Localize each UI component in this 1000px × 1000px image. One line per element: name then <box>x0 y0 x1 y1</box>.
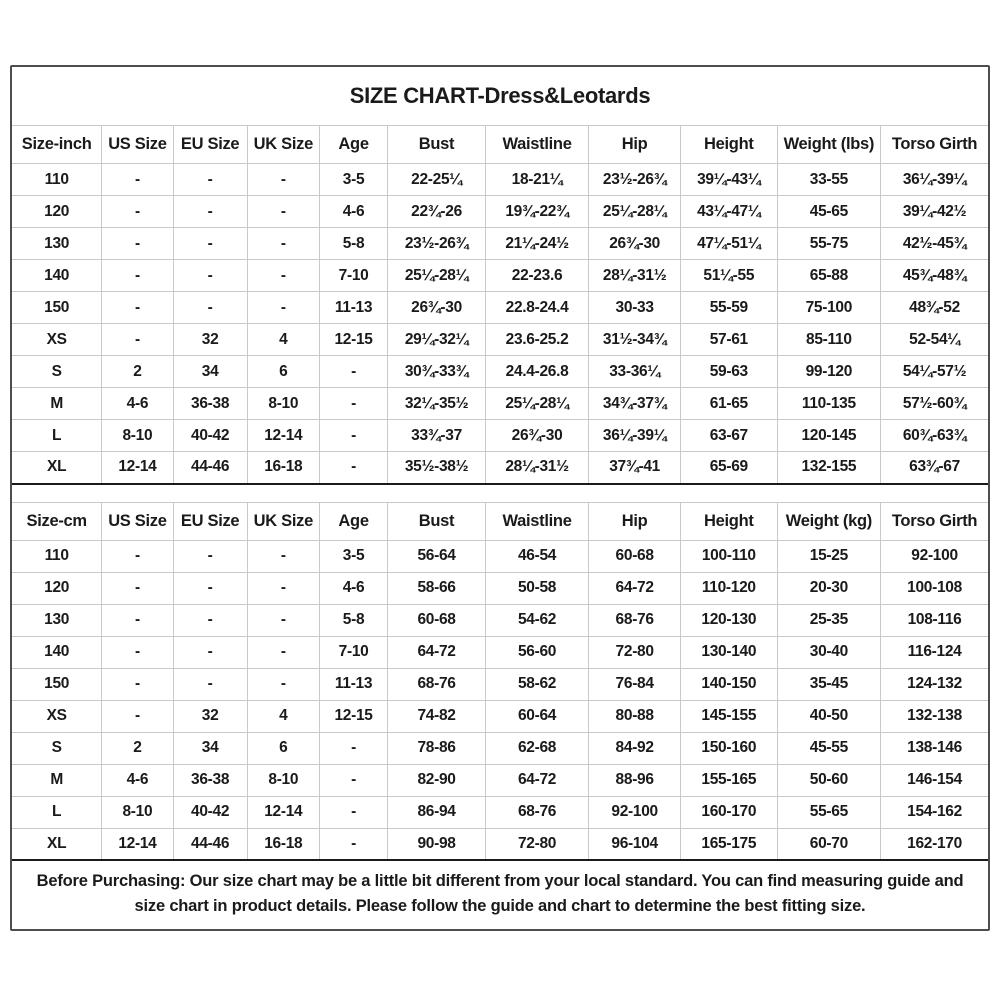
value-cell: - <box>102 324 173 356</box>
value-cell: - <box>102 636 173 668</box>
value-cell: 16-18 <box>247 452 319 484</box>
value-cell: - <box>102 260 173 292</box>
value-cell: 32 <box>173 700 247 732</box>
value-cell: 25-35 <box>777 604 880 636</box>
value-cell: 7-10 <box>319 260 387 292</box>
value-cell: 44-46 <box>173 452 247 484</box>
value-cell: 28¼-31½ <box>589 260 681 292</box>
table-row <box>12 164 988 196</box>
value-cell: 21¼-24½ <box>485 228 588 260</box>
size-label-cell: M <box>12 388 102 420</box>
table-row <box>12 228 988 260</box>
value-cell: 56-64 <box>388 540 486 572</box>
value-cell: 63¾-67 <box>881 452 988 484</box>
size-label-cell: 150 <box>12 668 102 700</box>
value-cell: 84-92 <box>589 732 681 764</box>
value-cell: - <box>102 196 173 228</box>
column-header: UK Size <box>247 502 319 540</box>
value-cell: 19¾-22¾ <box>485 196 588 228</box>
value-cell: 7-10 <box>319 636 387 668</box>
size-label-cell: XL <box>12 452 102 484</box>
value-cell: - <box>102 228 173 260</box>
value-cell: 146-154 <box>881 764 988 796</box>
value-cell: - <box>319 452 387 484</box>
value-cell: 26¾-30 <box>485 420 588 452</box>
value-cell: 72-80 <box>485 828 588 860</box>
value-cell: 4-6 <box>102 388 173 420</box>
size-label-cell: XL <box>12 828 102 860</box>
value-cell: 68-76 <box>388 668 486 700</box>
value-cell: 6 <box>247 732 319 764</box>
value-cell: - <box>173 636 247 668</box>
value-cell: 40-42 <box>173 420 247 452</box>
column-header: Bust <box>388 126 486 164</box>
value-cell: - <box>247 636 319 668</box>
value-cell: - <box>247 196 319 228</box>
value-cell: 36¼-39¼ <box>589 420 681 452</box>
value-cell: - <box>173 668 247 700</box>
value-cell: - <box>247 164 319 196</box>
column-header: Age <box>319 126 387 164</box>
value-cell: 12-15 <box>319 324 387 356</box>
value-cell: 33-36¼ <box>589 356 681 388</box>
size-table-cm <box>12 502 988 862</box>
value-cell: 22¾-26 <box>388 196 486 228</box>
value-cell: 110-120 <box>681 572 778 604</box>
column-header: Torso Girth <box>881 126 988 164</box>
value-cell: 39¼-42½ <box>881 196 988 228</box>
column-header: UK Size <box>247 126 319 164</box>
value-cell: 31½-34¾ <box>589 324 681 356</box>
value-cell: 124-132 <box>881 668 988 700</box>
value-cell: - <box>319 388 387 420</box>
value-cell: - <box>247 228 319 260</box>
value-cell: 45-65 <box>777 196 880 228</box>
table-row <box>12 388 988 420</box>
value-cell: 25¼-28¼ <box>485 388 588 420</box>
size-label-cell: 120 <box>12 196 102 228</box>
table-row <box>12 636 988 668</box>
purchase-note-line2: size chart in product details. Please follow the guide and chart to determine the best fitting size. <box>134 897 866 915</box>
value-cell: 22-23.6 <box>485 260 588 292</box>
value-cell: 65-69 <box>681 452 778 484</box>
value-cell: 35-45 <box>777 668 880 700</box>
column-header: Age <box>319 502 387 540</box>
column-header: Weight (kg) <box>777 502 880 540</box>
value-cell: - <box>102 292 173 324</box>
value-cell: 34¾-37¾ <box>589 388 681 420</box>
table-row <box>12 292 988 324</box>
value-cell: - <box>247 604 319 636</box>
value-cell: 23½-26¾ <box>589 164 681 196</box>
value-cell: 62-68 <box>485 732 588 764</box>
value-cell: 54-62 <box>485 604 588 636</box>
value-cell: 45-55 <box>777 732 880 764</box>
size-table-inch <box>12 125 988 485</box>
value-cell: 150-160 <box>681 732 778 764</box>
value-cell: 3-5 <box>319 540 387 572</box>
value-cell: 130-140 <box>681 636 778 668</box>
value-cell: 48¾-52 <box>881 292 988 324</box>
size-label-cell: L <box>12 796 102 828</box>
value-cell: 60-68 <box>388 604 486 636</box>
value-cell: 68-76 <box>485 796 588 828</box>
column-header: Height <box>681 126 778 164</box>
value-cell: - <box>102 604 173 636</box>
value-cell: 4 <box>247 700 319 732</box>
value-cell: 68-76 <box>589 604 681 636</box>
table-row <box>12 196 988 228</box>
value-cell: 55-65 <box>777 796 880 828</box>
value-cell: 74-82 <box>388 700 486 732</box>
value-cell: - <box>319 732 387 764</box>
value-cell: 32 <box>173 324 247 356</box>
value-cell: 55-75 <box>777 228 880 260</box>
value-cell: - <box>319 764 387 796</box>
column-header: Size-cm <box>12 502 102 540</box>
value-cell: 30-40 <box>777 636 880 668</box>
value-cell: 36¼-39¼ <box>881 164 988 196</box>
value-cell: 60-64 <box>485 700 588 732</box>
column-header: Bust <box>388 502 486 540</box>
value-cell: 4-6 <box>319 196 387 228</box>
value-cell: - <box>173 572 247 604</box>
value-cell: 4-6 <box>319 572 387 604</box>
value-cell: 23½-26¾ <box>388 228 486 260</box>
value-cell: 60¾-63¾ <box>881 420 988 452</box>
value-cell: - <box>247 668 319 700</box>
value-cell: 33¾-37 <box>388 420 486 452</box>
table-row <box>12 732 988 764</box>
value-cell: 3-5 <box>319 164 387 196</box>
value-cell: 132-155 <box>777 452 880 484</box>
value-cell: 2 <box>102 356 173 388</box>
value-cell: 44-46 <box>173 828 247 860</box>
value-cell: 8-10 <box>247 388 319 420</box>
table-row <box>12 452 988 484</box>
value-cell: - <box>173 292 247 324</box>
value-cell: 108-116 <box>881 604 988 636</box>
table-row <box>12 324 988 356</box>
value-cell: 32¼-35½ <box>388 388 486 420</box>
value-cell: 57½-60¾ <box>881 388 988 420</box>
table-row <box>12 356 988 388</box>
value-cell: 57-61 <box>681 324 778 356</box>
value-cell: 26¾-30 <box>388 292 486 324</box>
value-cell: 58-66 <box>388 572 486 604</box>
value-cell: 92-100 <box>881 540 988 572</box>
page-title: SIZE CHART-Dress&Leotards <box>349 83 651 108</box>
value-cell: 61-65 <box>681 388 778 420</box>
column-header: Torso Girth <box>881 502 988 540</box>
table-row <box>12 668 988 700</box>
value-cell: 33-55 <box>777 164 880 196</box>
value-cell: 12-14 <box>247 420 319 452</box>
header-row <box>12 126 988 164</box>
value-cell: 64-72 <box>589 572 681 604</box>
column-header: EU Size <box>173 502 247 540</box>
value-cell: 50-60 <box>777 764 880 796</box>
size-label-cell: S <box>12 356 102 388</box>
value-cell: 36-38 <box>173 388 247 420</box>
value-cell: - <box>247 292 319 324</box>
value-cell: 165-175 <box>681 828 778 860</box>
value-cell: - <box>102 164 173 196</box>
value-cell: 37¾-41 <box>589 452 681 484</box>
size-label-cell: L <box>12 420 102 452</box>
table-row <box>12 420 988 452</box>
value-cell: 40-42 <box>173 796 247 828</box>
value-cell: 11-13 <box>319 668 387 700</box>
value-cell: - <box>173 540 247 572</box>
value-cell: 100-110 <box>681 540 778 572</box>
size-label-cell: 130 <box>12 228 102 260</box>
value-cell: 90-98 <box>388 828 486 860</box>
value-cell: 82-90 <box>388 764 486 796</box>
value-cell: - <box>319 828 387 860</box>
value-cell: 8-10 <box>102 420 173 452</box>
value-cell: 120-130 <box>681 604 778 636</box>
value-cell: - <box>247 572 319 604</box>
value-cell: 162-170 <box>881 828 988 860</box>
value-cell: 55-59 <box>681 292 778 324</box>
column-header: Waistline <box>485 126 588 164</box>
value-cell: - <box>173 196 247 228</box>
value-cell: 20-30 <box>777 572 880 604</box>
header-row <box>12 502 988 540</box>
column-header: Height <box>681 502 778 540</box>
value-cell: 54¼-57½ <box>881 356 988 388</box>
value-cell: 78-86 <box>388 732 486 764</box>
value-cell: 132-138 <box>881 700 988 732</box>
value-cell: 42½-45¾ <box>881 228 988 260</box>
column-header: Size-inch <box>12 126 102 164</box>
value-cell: 46-54 <box>485 540 588 572</box>
value-cell: 47¼-51¼ <box>681 228 778 260</box>
value-cell: 60-68 <box>589 540 681 572</box>
value-cell: - <box>102 572 173 604</box>
table-row <box>12 796 988 828</box>
value-cell: - <box>247 260 319 292</box>
value-cell: 59-63 <box>681 356 778 388</box>
size-label-cell: XS <box>12 700 102 732</box>
size-label-cell: 150 <box>12 292 102 324</box>
value-cell: 15-25 <box>777 540 880 572</box>
size-label-cell: XS <box>12 324 102 356</box>
value-cell: - <box>102 700 173 732</box>
value-cell: 2 <box>102 732 173 764</box>
column-header: US Size <box>102 126 173 164</box>
value-cell: 25¼-28¼ <box>589 196 681 228</box>
value-cell: 12-14 <box>247 796 319 828</box>
value-cell: 85-110 <box>777 324 880 356</box>
purchase-note-line1: Before Purchasing: Our size chart may be a little bit different from your local standard. You can find measuring guide and <box>36 872 964 890</box>
value-cell: 26¾-30 <box>589 228 681 260</box>
value-cell: - <box>173 228 247 260</box>
value-cell: 65-88 <box>777 260 880 292</box>
value-cell: 140-150 <box>681 668 778 700</box>
size-label-cell: 120 <box>12 572 102 604</box>
value-cell: 80-88 <box>589 700 681 732</box>
value-cell: 28¼-31½ <box>485 452 588 484</box>
column-header: EU Size <box>173 126 247 164</box>
value-cell: 52-54¼ <box>881 324 988 356</box>
value-cell: 145-155 <box>681 700 778 732</box>
table-row <box>12 764 988 796</box>
column-header: Hip <box>589 126 681 164</box>
value-cell: 4 <box>247 324 319 356</box>
value-cell: 36-38 <box>173 764 247 796</box>
value-cell: - <box>102 668 173 700</box>
value-cell: 8-10 <box>102 796 173 828</box>
value-cell: 63-67 <box>681 420 778 452</box>
value-cell: 30-33 <box>589 292 681 324</box>
value-cell: 58-62 <box>485 668 588 700</box>
table-gap <box>12 485 988 502</box>
size-label-cell: 140 <box>12 260 102 292</box>
value-cell: 12-15 <box>319 700 387 732</box>
value-cell: - <box>247 540 319 572</box>
value-cell: - <box>173 164 247 196</box>
value-cell: 23.6-25.2 <box>485 324 588 356</box>
value-cell: - <box>319 796 387 828</box>
value-cell: 160-170 <box>681 796 778 828</box>
size-label-cell: M <box>12 764 102 796</box>
value-cell: 30¾-33¾ <box>388 356 486 388</box>
value-cell: 35½-38½ <box>388 452 486 484</box>
table-row <box>12 828 988 860</box>
value-cell: 51¼-55 <box>681 260 778 292</box>
size-label-cell: 110 <box>12 540 102 572</box>
value-cell: 8-10 <box>247 764 319 796</box>
value-cell: 34 <box>173 356 247 388</box>
column-header: US Size <box>102 502 173 540</box>
size-chart-panel <box>10 65 990 931</box>
value-cell: 12-14 <box>102 452 173 484</box>
value-cell: 56-60 <box>485 636 588 668</box>
value-cell: 64-72 <box>485 764 588 796</box>
size-label-cell: 140 <box>12 636 102 668</box>
column-header: Hip <box>589 502 681 540</box>
purchase-note <box>12 861 988 927</box>
value-cell: 110-135 <box>777 388 880 420</box>
table-row <box>12 540 988 572</box>
value-cell: 16-18 <box>247 828 319 860</box>
table-row <box>12 260 988 292</box>
value-cell: 138-146 <box>881 732 988 764</box>
value-cell: 72-80 <box>589 636 681 668</box>
value-cell: 5-8 <box>319 604 387 636</box>
value-cell: 64-72 <box>388 636 486 668</box>
value-cell: 6 <box>247 356 319 388</box>
value-cell: - <box>102 540 173 572</box>
column-header: Weight (lbs) <box>777 126 880 164</box>
value-cell: 76-84 <box>589 668 681 700</box>
value-cell: 39¼-43¼ <box>681 164 778 196</box>
value-cell: 11-13 <box>319 292 387 324</box>
table-row <box>12 604 988 636</box>
value-cell: 120-145 <box>777 420 880 452</box>
value-cell: 18-21¼ <box>485 164 588 196</box>
size-label-cell: 110 <box>12 164 102 196</box>
size-label-cell: 130 <box>12 604 102 636</box>
value-cell: 50-58 <box>485 572 588 604</box>
table-row <box>12 700 988 732</box>
table-row <box>12 572 988 604</box>
value-cell: 29¼-32¼ <box>388 324 486 356</box>
value-cell: - <box>319 420 387 452</box>
value-cell: 116-124 <box>881 636 988 668</box>
value-cell: 100-108 <box>881 572 988 604</box>
value-cell: 43¼-47¼ <box>681 196 778 228</box>
value-cell: 22.8-24.4 <box>485 292 588 324</box>
value-cell: 99-120 <box>777 356 880 388</box>
value-cell: 88-96 <box>589 764 681 796</box>
column-header: Waistline <box>485 502 588 540</box>
value-cell: 5-8 <box>319 228 387 260</box>
value-cell: 24.4-26.8 <box>485 356 588 388</box>
value-cell: - <box>173 260 247 292</box>
value-cell: 40-50 <box>777 700 880 732</box>
value-cell: 22-25¼ <box>388 164 486 196</box>
value-cell: 45¾-48¾ <box>881 260 988 292</box>
value-cell: 75-100 <box>777 292 880 324</box>
value-cell: 60-70 <box>777 828 880 860</box>
value-cell: 12-14 <box>102 828 173 860</box>
value-cell: 96-104 <box>589 828 681 860</box>
value-cell: 154-162 <box>881 796 988 828</box>
size-label-cell: S <box>12 732 102 764</box>
value-cell: - <box>173 604 247 636</box>
value-cell: 86-94 <box>388 796 486 828</box>
value-cell: 34 <box>173 732 247 764</box>
value-cell: - <box>319 356 387 388</box>
value-cell: 4-6 <box>102 764 173 796</box>
value-cell: 155-165 <box>681 764 778 796</box>
value-cell: 92-100 <box>589 796 681 828</box>
value-cell: 25¼-28¼ <box>388 260 486 292</box>
